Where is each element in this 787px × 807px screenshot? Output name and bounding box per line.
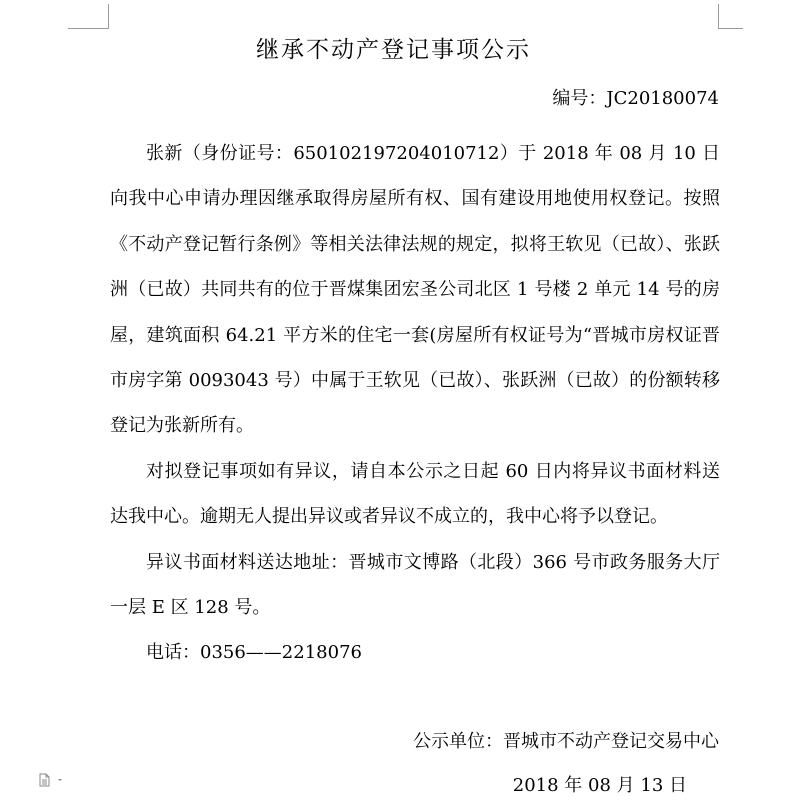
document-icon-graphic (38, 773, 66, 787)
paragraph-objection: 对拟登记事项如有异议，请自本公示之日起 60 日内将异议书面材料送达我中心。逾期无人提出异议或者异议不成立的，我中心将予以登记。 (110, 460, 720, 528)
publishing-unit: 公示单位：晋城市不动产登记交易中心 (413, 731, 719, 752)
publication-date: 2018 年 08 月 13 日 (512, 775, 687, 796)
page-corner-mark-left (68, 4, 109, 29)
document-body (110, 131, 720, 676)
paragraph-address: 异议书面材料送达地址：晋城市文博路（北段）366 号市政务服务大厅一层 E 区 128 号。 (110, 551, 720, 619)
document-icon[interactable] (38, 772, 66, 786)
document-number: 编号：JC20180074 (552, 88, 719, 109)
paragraph-phone: 电话：0356——2218076 (146, 642, 362, 664)
paragraph-application: 张新（身份证号：650102197204010712）于 2018 年 08 月 10 日向我中心申请办理因继承取得房屋所有权、国有建设用地使用权登记。按照《不动产登记暂行条例》等相关法律法规的规定，拟将王软见（已故）、张跃洲（已故）共同共有的位于晋煤集团宏圣公司北区 1 号楼 2 单元 14 号的房屋，建筑面积 64.21 平方米的住宅一套(房屋所有权证号为“晋城市房权证晋市房字第 0093043 号）中属于王软见（已故）、张跃洲（已故）的份额转移登记为张新所有。 (110, 143, 720, 437)
document-title: 继承不动产登记事项公示 (256, 37, 531, 63)
page-corner-mark-right (718, 4, 743, 29)
